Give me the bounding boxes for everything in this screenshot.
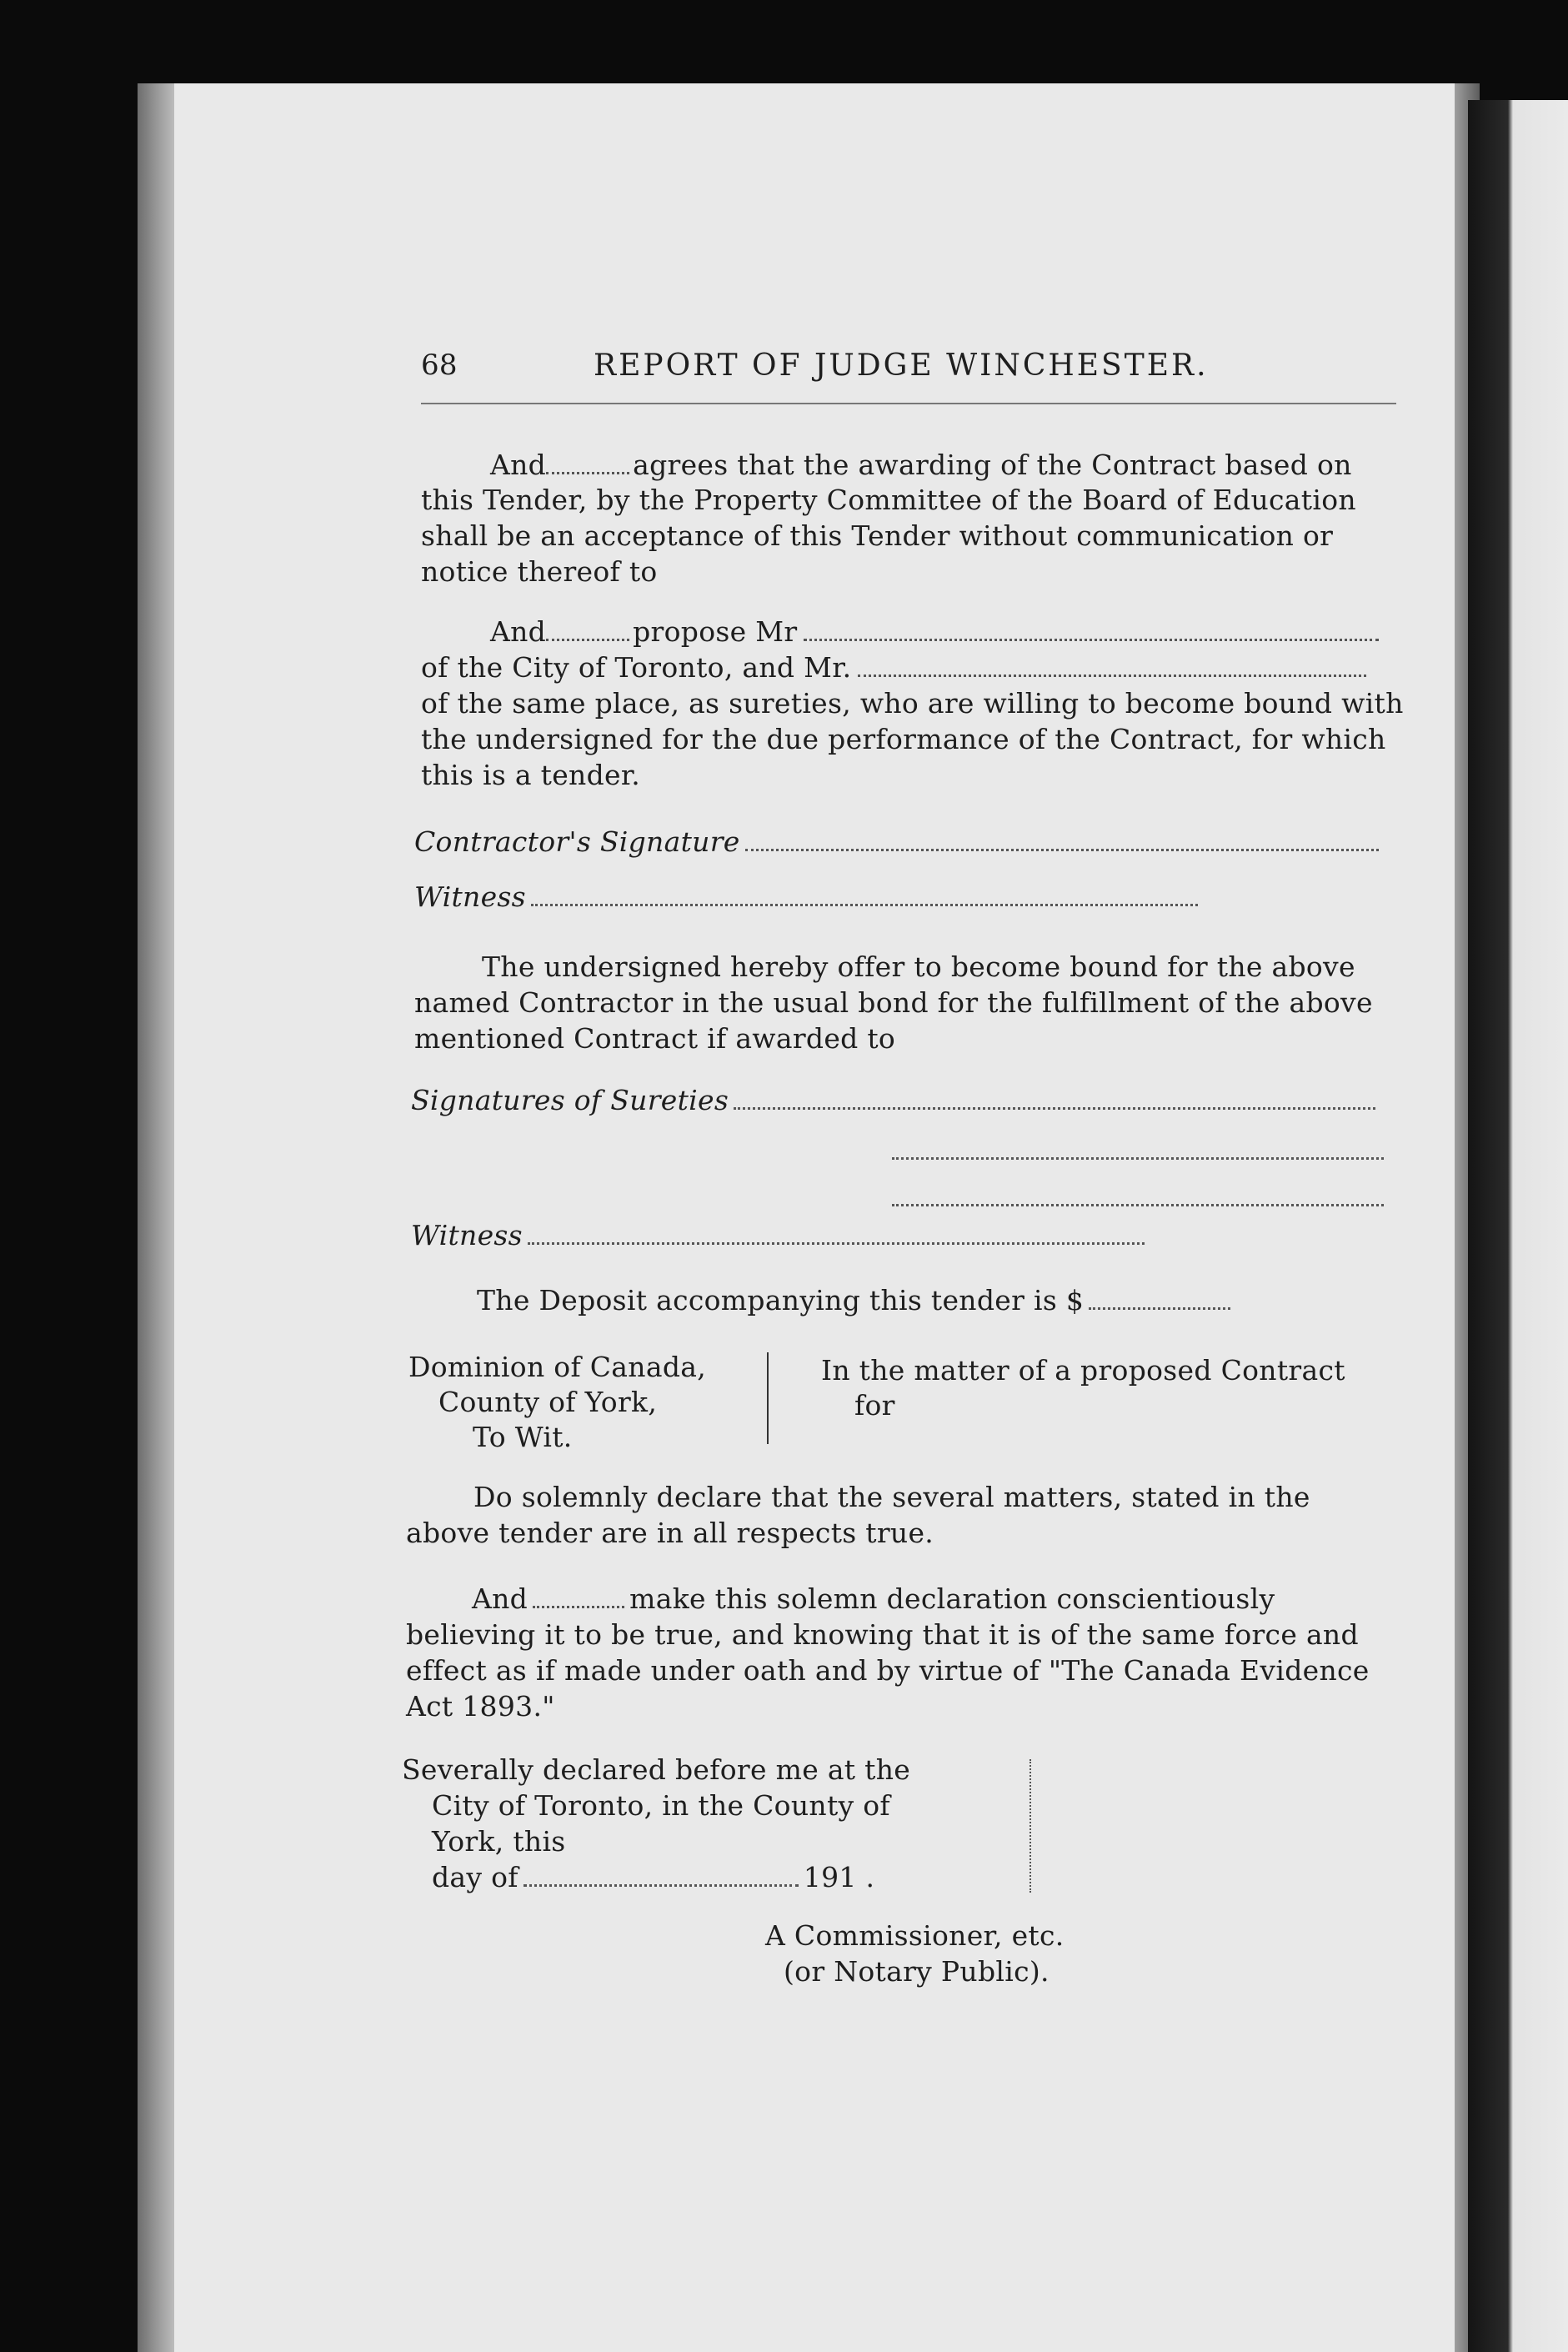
para3-line2: named Contractor in the usual bond for the fulfillment of the above	[414, 986, 1373, 1019]
para5-line2: believing it to be true, and knowing that it is of the same force and	[406, 1618, 1359, 1651]
para2-line3: of the same place, as sureties, who are willing to become bound with	[421, 687, 1404, 720]
venue-brace	[767, 1352, 769, 1444]
declared-brace	[1029, 1759, 1031, 1893]
para2-line5: this is a tender.	[421, 759, 641, 791]
para5-line3: effect as if made under oath and by virtue of "The Canada Evidence	[406, 1654, 1370, 1687]
para1-line4: notice thereof to	[421, 555, 658, 588]
para2-line2: of the City of Toronto, and Mr.	[421, 651, 1366, 684]
sureties-signature-line: Signatures of Sureties	[411, 1084, 1375, 1116]
contractor-signature-line: Contractor's Signature	[414, 825, 1379, 858]
sureties-extra-line-1	[892, 1147, 1384, 1163]
commissioner-line2: (or Notary Public).	[784, 1955, 1050, 1988]
venue-dominion: Dominion of Canada,	[408, 1351, 707, 1383]
page-title: REPORT OF JUDGE WINCHESTER.	[594, 349, 1209, 383]
para1-line1: And agrees that the awarding of the Contract based on	[490, 449, 1352, 481]
page-number: 68	[421, 349, 458, 382]
para4-line2: above tender are in all respects true.	[406, 1517, 934, 1549]
declared-line1: Severally declared before me at the	[402, 1753, 911, 1786]
venue-to-wit: To Wit.	[473, 1421, 573, 1453]
page-binding-shadow	[138, 83, 174, 2352]
para5-line1: And make this solemn declaration conscientiously	[472, 1582, 1275, 1615]
declared-line2: City of Toronto, in the County of	[432, 1789, 890, 1822]
matter-line2: for	[854, 1389, 895, 1422]
commissioner-line1: A Commissioner, etc.	[765, 1919, 1065, 1952]
deposit-line: The Deposit accompanying this tender is $	[477, 1284, 1230, 1316]
para3-line1: The undersigned hereby offer to become bound for the above	[482, 950, 1355, 983]
scanned-page	[138, 83, 1480, 2352]
adjacent-page-edge	[1468, 100, 1568, 2352]
para1-line3: shall be an acceptance of this Tender without communication or	[421, 519, 1334, 552]
para2-line1: And propose Mr	[490, 615, 1379, 648]
declared-line3: York, this	[432, 1825, 566, 1858]
matter-line1: In the matter of a proposed Contract	[821, 1354, 1345, 1387]
para3-line3: mentioned Contract if awarded to	[414, 1022, 896, 1055]
para2-line4: the undersigned for the due performance of the Contract, for which	[421, 723, 1386, 755]
witness-line-1: Witness	[414, 880, 1198, 913]
declared-line4: day of 191 .	[432, 1861, 875, 1893]
venue-county: County of York,	[438, 1386, 658, 1418]
para5-line4: Act 1893."	[406, 1690, 555, 1723]
para1-line2: this Tender, by the Property Committee of the Board of Education	[421, 484, 1356, 516]
witness-line-2: Witness	[411, 1219, 1145, 1251]
sureties-extra-line-2	[892, 1194, 1384, 1210]
header-rule	[421, 403, 1396, 404]
para4-line1: Do solemnly declare that the several matters, stated in the	[473, 1481, 1310, 1513]
